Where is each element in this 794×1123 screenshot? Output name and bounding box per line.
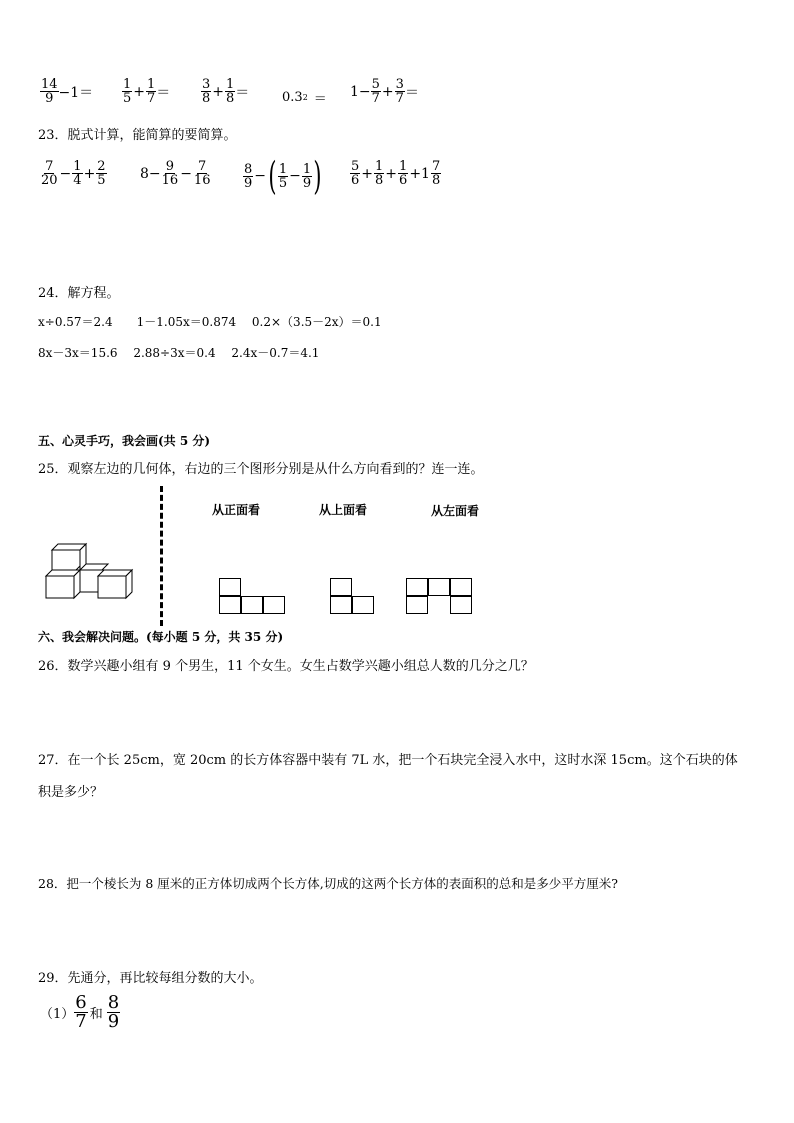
fraction: $\frac{1}{5}$ (123, 77, 132, 106)
fraction: $\frac{7}{16}$ (193, 159, 211, 188)
fraction: $\frac{8}{9}$ (107, 992, 120, 1032)
view-label-top: 从上面看 (319, 503, 368, 517)
expr-23-4: $\frac{5}{6}$ + $\frac{1}{8}$ + $\frac{1}{6}$ +1 $\frac{7}{8}$ (351, 159, 441, 188)
equations-line-2: 8x－3x＝15.6 2.88÷3x＝0.4 2.4x－0.7＝4.1 (38, 346, 320, 360)
question-29-part-1: （1） $\frac{6}{7}$ 和 $\frac{8}{9}$ (40, 992, 120, 1032)
fraction: $\frac{14}{9}$ (41, 77, 58, 106)
section-6-title: 六、我会解决问题。(每小题 5 分，共 35 分) (38, 630, 284, 644)
section-5-title: 五、心灵手巧，我会画(共 5 分) (38, 434, 211, 448)
question-29-title: 29．先通分，再比较每组分数的大小。 (38, 971, 263, 986)
expr-23-2: 8− $\frac{9}{16}$ − $\frac{7}{16}$ (140, 159, 211, 188)
fraction: $\frac{3}{7}$ (395, 77, 404, 106)
view-shape-2 (330, 578, 376, 616)
fraction: $\frac{1}{8}$ (226, 77, 235, 106)
fraction: $\frac{1}{7}$ (147, 77, 156, 106)
fraction: $\frac{7}{20}$ (41, 159, 58, 188)
fraction: $\frac{5}{6}$ (351, 159, 360, 188)
question-26: 26．数学兴趣小组有 9 个男生，11 个女生。女生占数学兴趣小组总人数的几分之几？ (38, 659, 534, 674)
expr-22-4: 0.3 2 ＝ (282, 90, 327, 107)
fraction: $\frac{3}{8}$ (202, 77, 211, 106)
left-paren: ( (268, 154, 277, 198)
right-paren: ) (313, 154, 322, 198)
expr-22-3: $\frac{3}{8}$ + $\frac{1}{8}$ ＝ (202, 77, 250, 106)
question-28: 28．把一个棱长为 8 厘米的正方体切成两个长方体,切成的这两个长方体的表面积的总和是多少平方厘米? (38, 876, 618, 891)
fraction: $\frac{1}{6}$ (399, 159, 408, 188)
expr-23-1: $\frac{7}{20}$ − $\frac{1}{4}$ + $\frac{2}{5}$ (41, 159, 106, 188)
dashed-divider (160, 486, 163, 626)
fraction: $\frac{5}{7}$ (371, 77, 380, 106)
fraction: $\frac{2}{5}$ (97, 159, 106, 188)
view-shape-1 (219, 578, 287, 616)
question-27-line-1: 27．在一个长 25cm，宽 20cm 的长方体容器中装有 7L 水，把一个石块完全浸入水中，这时水深 15cm。这个石块的体 (38, 753, 738, 768)
expr-23-3: $\frac{8}{9}$ − ( $\frac{1}{5}$ − $\frac{1}{9}$ ) (244, 154, 322, 198)
fraction: $\frac{1}{8}$ (375, 159, 384, 188)
view-shape-3 (406, 578, 474, 616)
expr-22-1: $\frac{14}{9}$ −1＝ (41, 77, 94, 106)
fraction: $\frac{1}{4}$ (73, 159, 82, 188)
fraction: $\frac{1}{9}$ (302, 161, 312, 191)
fraction: $\frac{8}{9}$ (244, 161, 253, 191)
question-27-line-2: 积是多少？ (38, 785, 104, 800)
expr-22-5: 1− $\frac{5}{7}$ + $\frac{3}{7}$ ＝ (350, 77, 419, 106)
question-25-title: 25．观察左边的几何体，右边的三个图形分别是从什么方向看到的？连一连。 (38, 462, 484, 477)
view-label-front: 从正面看 (212, 503, 261, 517)
fraction: $\frac{1}{5}$ (278, 161, 288, 191)
fraction: $\frac{6}{7}$ (75, 992, 87, 1032)
cube-solid-drawing (40, 540, 140, 605)
fraction: $\frac{7}{8}$ (431, 159, 441, 188)
fraction: $\frac{9}{16}$ (161, 159, 179, 188)
question-23-title: 23．脱式计算，能简算的要简算。 (38, 128, 237, 143)
view-label-left: 从左面看 (431, 504, 480, 518)
question-24-title: 24．解方程。 (38, 286, 120, 301)
equations-line-1: x÷0.57＝2.4 1－1.05x＝0.874 0.2×（3.5－2x）＝0.1 (38, 315, 382, 329)
expr-22-2: $\frac{1}{5}$ + $\frac{1}{7}$ ＝ (123, 77, 171, 106)
